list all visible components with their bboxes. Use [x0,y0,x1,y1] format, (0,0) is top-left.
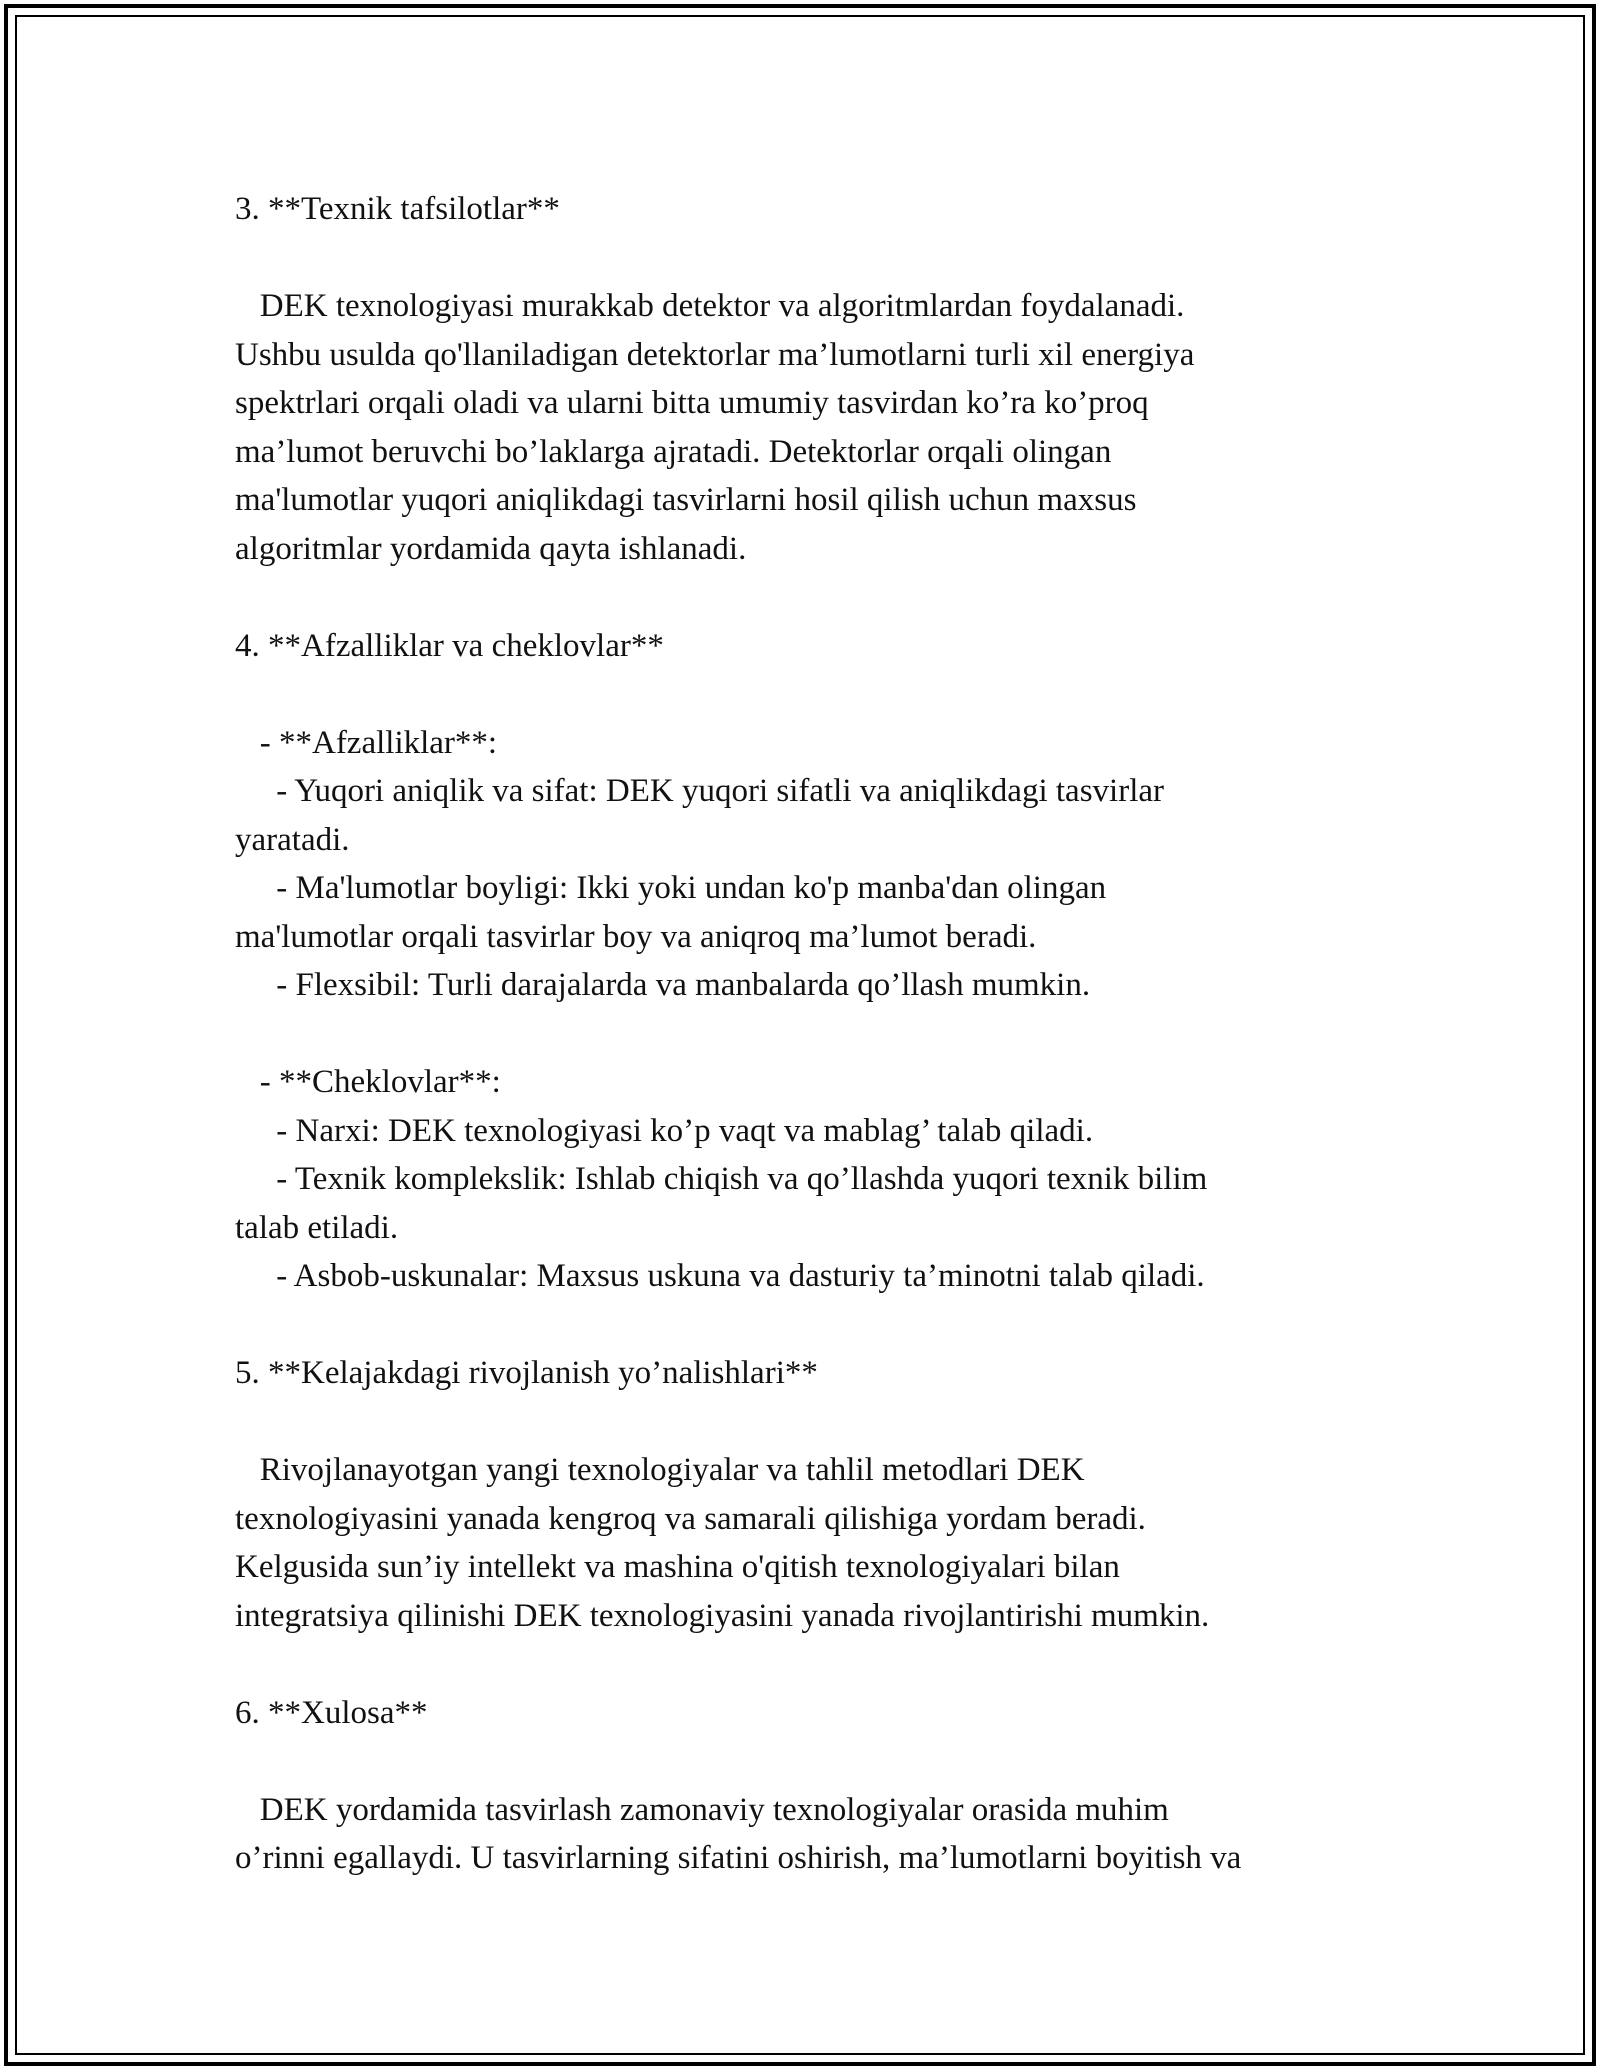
paragraph-line: o’rinni egallaydi. U tasvirlarning sifatini oshirish, ma’lumotlarni boyitish va [235,1840,1242,1876]
paragraph-line: texnologiyasini yanada kengroq va samarali qilishiga yordam beradi. [235,1500,1146,1537]
paragraph-line: integratsiya qilinishi DEK texnologiyasini yanada rivojlantirishi mumkin. [235,1597,1210,1634]
paragraph-line: ma'lumotlar yuqori aniqlikdagi tasvirlarni hosil qilish uchun maxsus [235,482,1137,518]
list-item-line: ma'lumotlar orqali tasvirlar boy va aniqroq ma’lumot beradi. [235,918,1037,955]
blank-line [235,1737,1395,1786]
blank-line [235,1640,1395,1689]
paragraph-line: Kelgusida sun’iy intellekt va mashina o'qitish texnologiyalari bilan [235,1549,1120,1585]
paragraph-line: Rivojlanayotgan yangi texnologiyalar va tahlil metodlari DEK [235,1452,1085,1488]
list-item-line: - Yuqori aniqlik va sifat: DEK yuqori sifatli va aniqlikdagi tasvirlar [235,773,1164,809]
section-heading-6: 6. **Xulosa** [235,1694,428,1731]
list-item-line: - Flexsibil: Turli darajalarda va manbalarda qo’llash mumkin. [235,967,1091,1003]
list-item-line: - Asbob-uskunalar: Maxsus uskuna va dasturiy ta’minotni talab qiladi. [235,1258,1205,1294]
list-item-line: talab etiladi. [235,1209,399,1246]
paragraph-line: algoritmlar yordamida qayta ishlanadi. [235,530,747,567]
list-item-line: yaratadi. [235,821,350,858]
list-item-line: - Ma'lumotlar boyligi: Ikki yoki undan ko'p manba'dan olingan [235,870,1107,906]
blank-line [235,1398,1395,1447]
paragraph-line: DEK yordamida tasvirlash zamonaviy texnologiyalar orasida muhim [235,1791,1169,1828]
blank-line [235,234,1395,283]
section-heading-3: 3. **Texnik tafsilotlar** [235,191,560,227]
section-heading-5: 5. **Kelajakdagi rivojlanish yo’nalishlari** [235,1355,818,1391]
paragraph-line: ma’lumot beruvchi bo’laklarga ajratadi. Detektorlar orqali olingan [235,433,1112,470]
blank-line [235,573,1395,622]
paragraph-line: DEK texnologiyasi murakkab detektor va algoritmlardan foydalanadi. [235,288,1185,324]
paragraph-line: spektrlari orqali oladi va ularni bitta umumiy tasvirdan ko’ra ko’proq [235,385,1149,421]
blank-line [235,1301,1395,1350]
paragraph-line: Ushbu usulda qo'llaniladigan detektorlar ma’lumotlarni turli xil energiya [235,336,1195,373]
blank-line [235,1010,1395,1059]
list-item-line: - Texnik komplekslik: Ishlab chiqish va qo’llashda yuqori texnik bilim [235,1161,1208,1197]
subheading-cheklovlar: - **Cheklovlar**: [235,1064,501,1100]
section-heading-4: 4. **Afzalliklar va cheklovlar** [235,627,664,664]
blank-line [235,670,1395,719]
list-item-line: - Narxi: DEK texnologiyasi ko’p vaqt va mablag’ talab qiladi. [235,1112,1094,1149]
document-body [235,185,1395,1883]
subheading-afzalliklar: - **Afzalliklar**: [235,724,498,761]
